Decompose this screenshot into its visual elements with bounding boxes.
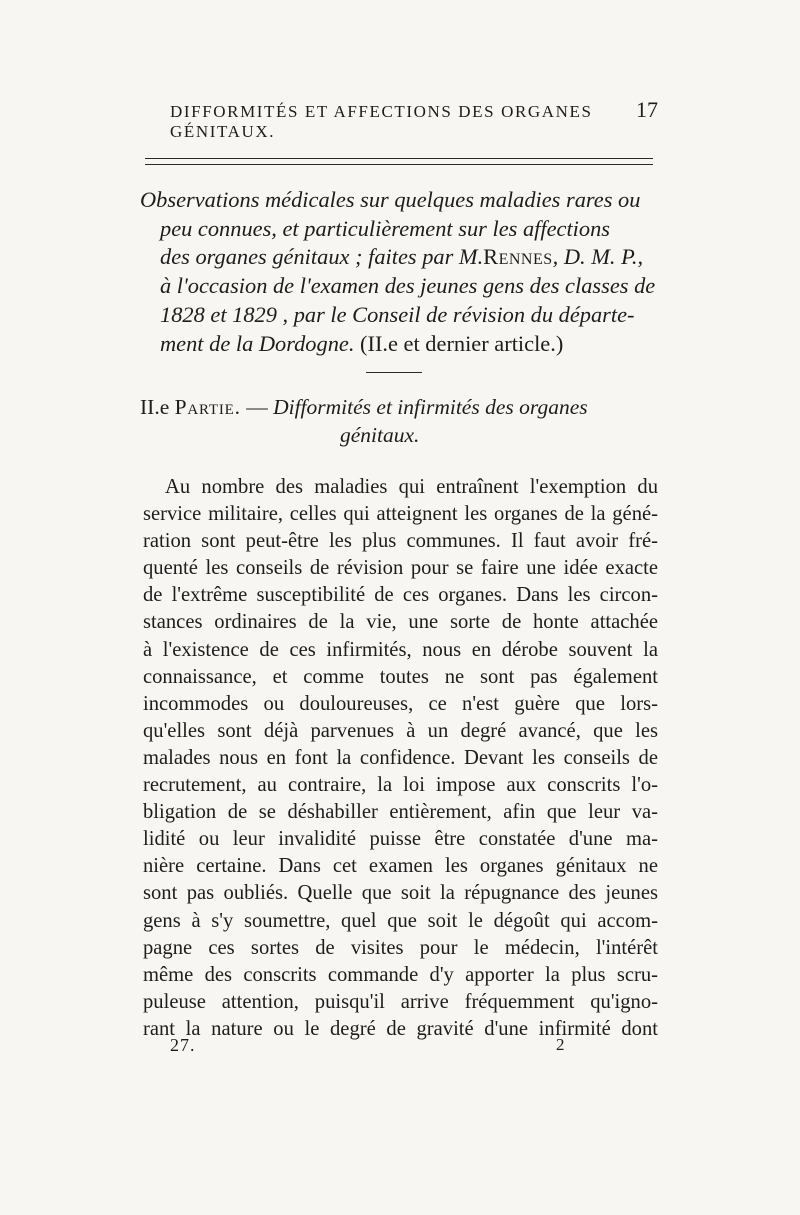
part-title: Difformités et infirmités des organes: [273, 395, 588, 419]
title-line: ment de la Dordogne.: [160, 330, 355, 356]
sheet-number: 2: [556, 1035, 565, 1054]
text-line: quenté les conseils de révision pour se faire une idée exacte: [143, 557, 658, 580]
page-number: 17: [636, 97, 658, 122]
running-title: DIFFORMITÉS ET AFFECTIONS DES ORGANES GÉNITAUX.: [170, 102, 593, 141]
text-line: qu'elles sont déjà parvenues à un degré avancé, que les: [143, 719, 658, 742]
article-title: [140, 186, 656, 358]
part-number: II.e: [140, 395, 170, 419]
title-line-with-author: [140, 243, 656, 272]
text-line: sont pas oubliés. Quelle que soit la répugnance des jeunes: [143, 882, 658, 905]
text-line: malades nous en font la confidence. Devant les conseils de: [143, 746, 658, 769]
body-paragraph: [143, 474, 658, 1043]
text-line: connaissance, et comme toutes ne sont pas également: [143, 665, 658, 688]
text-line: rant la nature ou le degré de gravité d'une infirmité dont: [143, 1017, 658, 1040]
part-title-continued: génitaux.: [340, 423, 420, 447]
title-line: des organes génitaux ; faites par M.: [160, 244, 484, 270]
text-line: gens à s'y soumettre, quel que soit le dégoût qui accom-: [143, 909, 658, 932]
title-line: à l'occasion de l'examen des jeunes gens des classes de: [160, 273, 656, 299]
title-line: 1828 et 1829 , par le Conseil de révision du départe-: [160, 301, 635, 327]
text-line: même des conscrits commande d'y apporter la plus scru-: [143, 963, 658, 986]
author-name: Rennes: [483, 244, 553, 270]
part-dash: —: [240, 395, 274, 419]
text-line: de l'extrême susceptibilité de ces organes. Dans les circon-: [143, 584, 658, 607]
section-divider: [366, 372, 422, 373]
text-line: bligation de se déshabiller entièrement, afin que leur va-: [143, 801, 658, 824]
text-line: nière certaine. Dans cet examen les organes génitaux ne: [143, 855, 658, 878]
text-line: à l'existence de ces infirmités, nous en dérobe souvent la: [143, 638, 658, 661]
text-line: Au nombre des maladies qui entraînent l'exemption du: [165, 476, 658, 498]
part-heading: [140, 393, 660, 449]
text-line: ration sont peut-être les plus communes. Il faut avoir fré-: [143, 530, 658, 553]
text-line: puleuse attention, puisqu'il arrive fréquemment qu'igno-: [143, 990, 658, 1013]
text-line: service militaire, celles qui atteignent les organes de la géné-: [143, 503, 658, 526]
text-line: incommodes ou douloureuses, ce n'est guère que lors-: [143, 692, 658, 715]
text-line: recrutement, au contraire, la loi impose aux conscrits l'o-: [143, 774, 658, 797]
title-line-with-note: [140, 330, 656, 359]
text-line: stances ordinaires de la vie, une sorte de honte attachée: [143, 611, 658, 634]
author-suffix: , D. M. P.,: [552, 244, 644, 270]
text-line: pagne ces sortes de visites pour le médecin, l'intérêt: [143, 936, 658, 959]
title-line: peu connues, et particulièrement sur les affections: [160, 215, 610, 241]
part-word: Partie.: [174, 395, 241, 419]
header-double-rule: [145, 158, 653, 165]
printer-signature: 27.: [170, 1035, 196, 1055]
running-head: [170, 97, 658, 142]
article-note: (II.e et dernier article.): [360, 330, 564, 356]
title-line: Observations médicales sur quelques maladies rares ou: [140, 187, 641, 212]
text-line: lidité ou leur invalidité puisse être constatée d'une ma-: [143, 828, 658, 851]
